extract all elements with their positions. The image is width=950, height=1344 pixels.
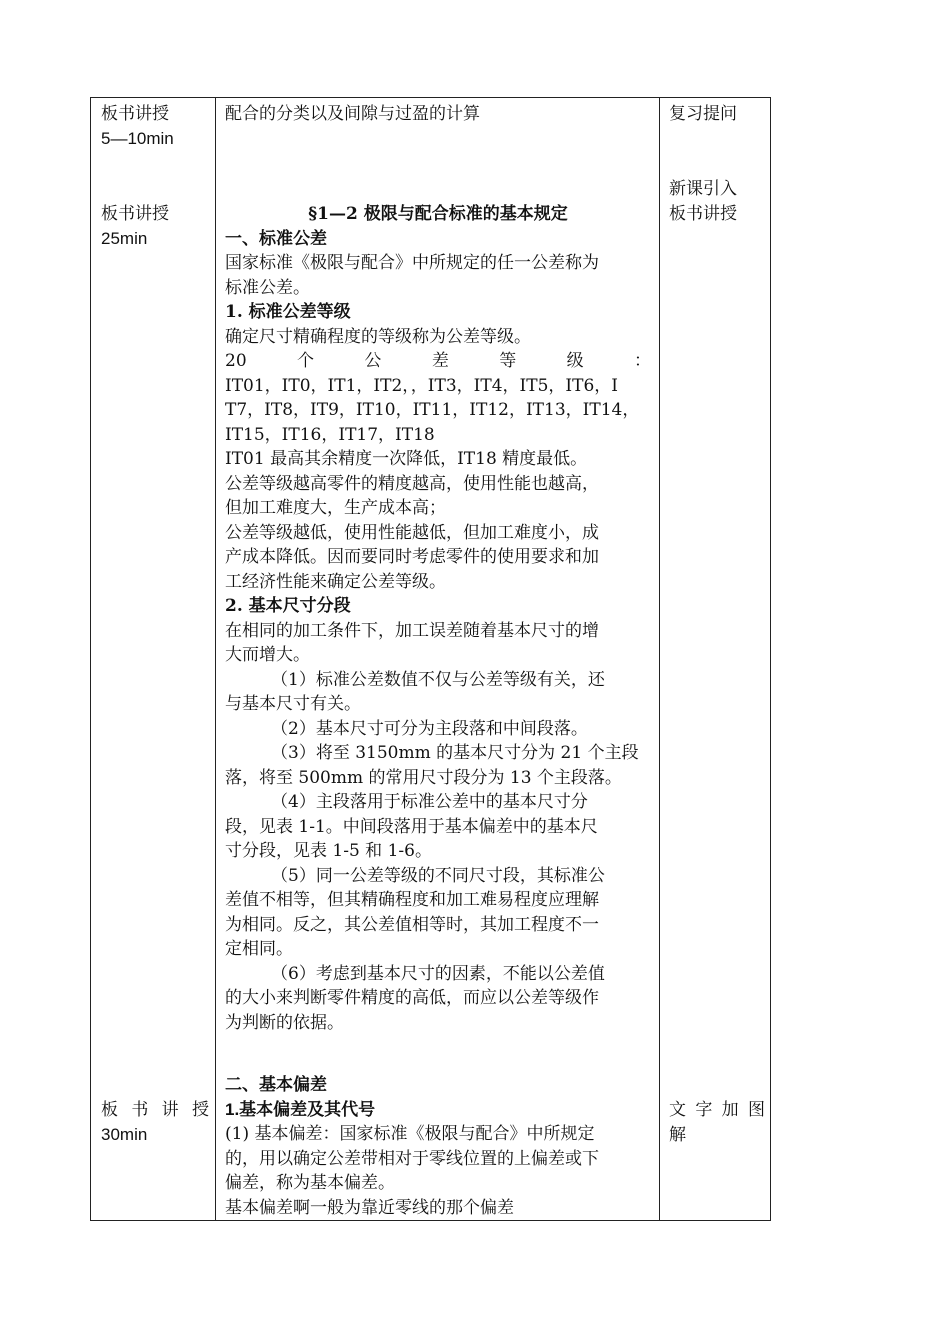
heading-size-segments: 2. 基本尺寸分段 <box>225 596 351 616</box>
list-item-line: （5）同一公差等级的不同尺寸段，其标准公 <box>271 865 605 886</box>
activity-label-spaced: 文 字 加 图 <box>669 1100 765 1120</box>
list-item-line: 差值不相等，但其精确程度和加工难易程度应理解 <box>225 890 599 910</box>
paragraph-line: 确定尺寸精确程度的等级称为公差等级。 <box>225 326 531 347</box>
left-section-1 <box>101 102 209 151</box>
activity-label: 新课引入 <box>669 179 737 199</box>
paragraph-line: 的，用以确定公差带相对于零线位置的上偏差或下 <box>225 1148 599 1169</box>
section-title: §1—2 极限与配合标准的基本规定 <box>308 204 568 224</box>
list-item-line: （1）标准公差数值不仅与公差等级有关，还 <box>271 669 605 690</box>
list-item-line: （4）主段落用于标准公差中的基本尺寸分 <box>271 792 588 812</box>
paragraph-line: 基本偏差啊一般为靠近零线的那个偏差 <box>225 1197 514 1218</box>
left-section-2 <box>101 202 209 251</box>
right-section-1 <box>669 102 765 127</box>
teaching-method: 板书讲授 <box>101 104 169 124</box>
list-item-line: 寸分段，见表 1-5 和 1-6。 <box>225 841 432 861</box>
activity-label: 解 <box>669 1124 686 1145</box>
time-allocation: 5—10min <box>101 128 174 148</box>
list-item-line: 的大小来判断零件精度的高低，而应以公差等级作 <box>225 988 599 1008</box>
paragraph-line: 产成本降低。因而要同时考虑零件的使用要求和加 <box>225 547 599 567</box>
list-item-line: 段，见表 1-1。中间段落用于基本偏差中的基本尺 <box>225 816 598 837</box>
paragraph-line: 大而增大。 <box>225 645 310 665</box>
grade-list-line: IT01，IT0，IT1，IT2，，IT3，IT4，IT5，IT6，I <box>225 375 618 396</box>
list-item-line: 与基本尺寸有关。 <box>225 694 361 714</box>
heading-tolerance-grade: 1. 标准公差等级 <box>225 302 351 322</box>
grade-list-line: T7，IT8，IT9，IT10，IT11，IT12，IT13，IT14， <box>225 400 640 420</box>
deviation-content <box>225 1073 651 1220</box>
time-allocation: 25min <box>101 228 148 248</box>
paragraph-line: 工经济性能来确定公差等级。 <box>225 571 446 592</box>
heading-basic-deviation: 二、基本偏差 <box>225 1075 327 1095</box>
teaching-method-spaced: 板 书 讲 授 <box>101 1100 209 1120</box>
right-section-2 <box>669 177 765 226</box>
list-item-line: 落，将至 500mm 的常用尺寸段分为 13 个主段落。 <box>225 767 622 788</box>
column-divider-1 <box>215 98 216 1220</box>
left-section-3 <box>101 1098 209 1147</box>
paragraph-line: IT01 最高其余精度一次降低，IT18 精度最低。 <box>225 449 588 469</box>
list-item-line: （6）考虑到基本尺寸的因素，不能以公差值 <box>271 963 605 984</box>
paragraph-line: 国家标准《极限与配合》中所规定的任一公差称为 <box>225 253 599 273</box>
grade-count-line: 20 个 公 差 等 级 ： <box>225 351 651 371</box>
paragraph-line: 但加工难度大，生产成本高； <box>225 498 446 518</box>
paragraph-line: 公差等级越低，使用性能越低，但加工难度小，成 <box>225 522 599 543</box>
list-item-line: （3）将至 3150mm 的基本尺寸分为 21 个主段 <box>271 743 639 763</box>
teaching-method: 板书讲授 <box>101 204 169 224</box>
right-section-3 <box>669 1098 765 1147</box>
heading-standard-tolerance: 一、标准公差 <box>225 228 327 249</box>
list-item-line: 定相同。 <box>225 939 293 959</box>
lesson-plan-table <box>90 97 771 1221</box>
list-item-line: 为相同。反之，其公差值相等时，其加工程度不一 <box>225 914 599 935</box>
review-topic: 配合的分类以及间隙与过盈的计算 <box>225 104 480 124</box>
list-item-line: 为判断的依据。 <box>225 1012 344 1033</box>
paragraph-line: 在相同的加工条件下，加工误差随着基本尺寸的增 <box>225 620 599 641</box>
heading-deviation-code: 1.基本偏差及其代号 <box>225 1099 376 1119</box>
paragraph-line: 偏差，称为基本偏差。 <box>225 1173 395 1193</box>
grade-list-line: IT15，IT16，IT17，IT18 <box>225 424 435 445</box>
review-topic-cell <box>225 102 651 127</box>
activity-label: 板书讲授 <box>669 203 737 224</box>
paragraph-line: (1) 基本偏差：国家标准《极限与配合》中所规定 <box>225 1124 595 1144</box>
column-divider-2 <box>659 98 660 1220</box>
paragraph-line: 标准公差。 <box>225 277 310 298</box>
activity-label: 复习提问 <box>669 104 737 124</box>
lesson-content <box>225 202 651 1035</box>
paragraph-line: 公差等级越高零件的精度越高，使用性能也越高， <box>225 473 599 494</box>
list-item-line: （2）基本尺寸可分为主段落和中间段落。 <box>271 718 588 739</box>
time-allocation: 30min <box>101 1124 148 1144</box>
